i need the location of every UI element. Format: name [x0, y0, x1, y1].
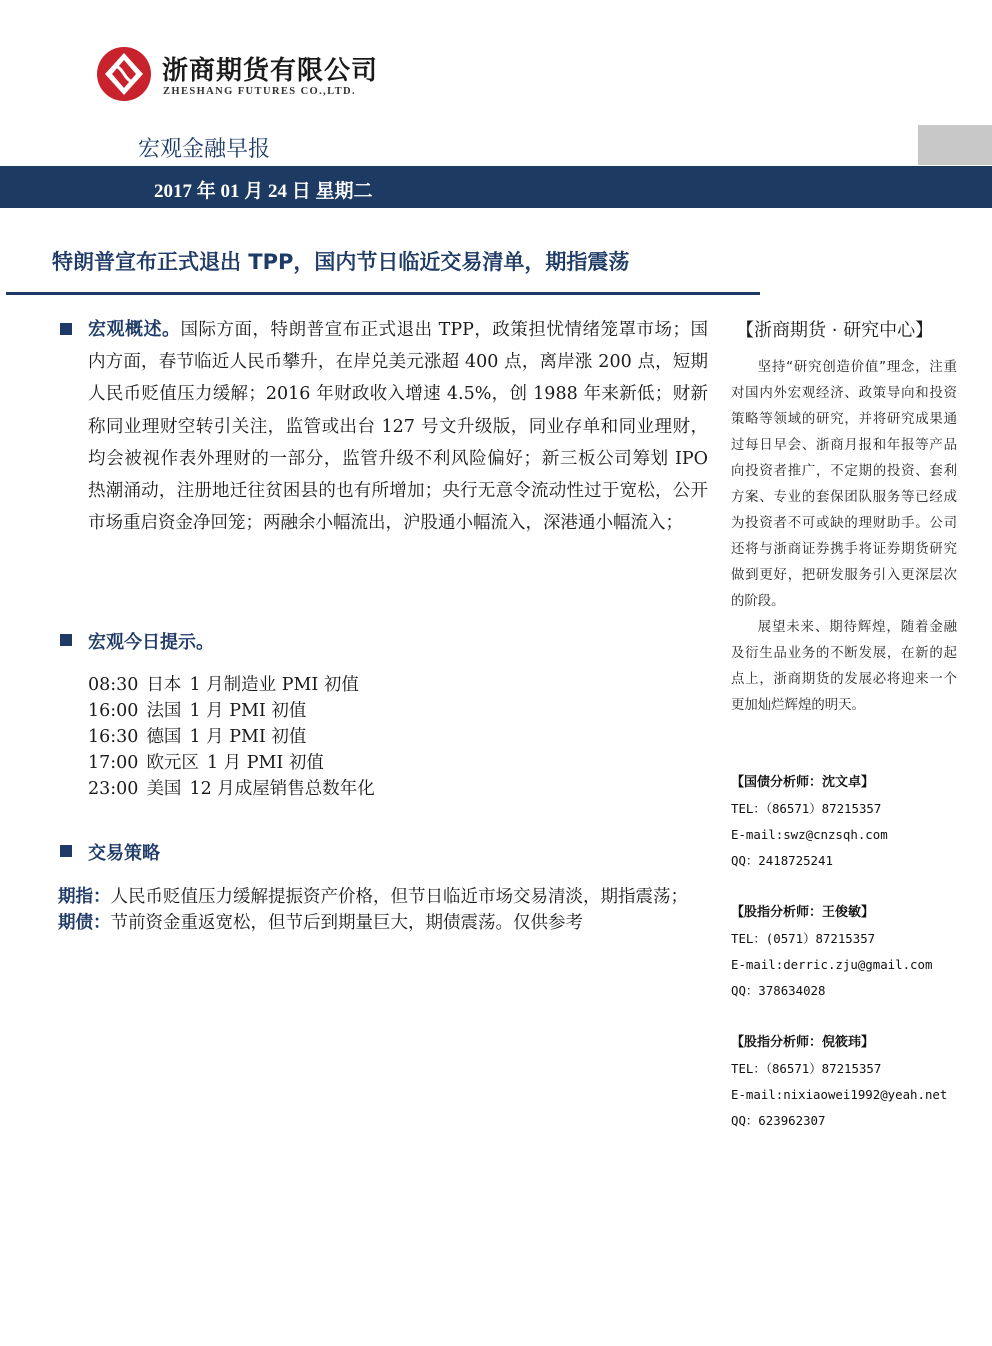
analyst-card: [731, 1030, 971, 1134]
today-title: 宏观今日提示。: [88, 632, 214, 653]
sidebar-intro-paragraph: 展望未来、期待辉煌，随着金融及衍生品业务的不断发展，在新的起点上，浙商期货的发展必将迎来一个更加灿烂辉煌的明天。: [731, 620, 957, 713]
sidebar-intro: [731, 355, 957, 719]
event-region: 日本: [146, 675, 182, 695]
analyst-qq: QQ：378634028: [731, 983, 826, 998]
analyst-tel: TEL：（86571）87215357: [731, 1061, 882, 1076]
strategy-item: [58, 910, 708, 936]
macro-overview-text: 国际方面，特朗普宣布正式退出 TPP，政策担忧情绪笼罩市场；国内方面，春节临近人民币攀升，在岸兑美元涨超 400 点，离岸涨 200 点，短期人民币贬值压力缓解；2016 年财政收入增速 4.5%，创 1988 年来新低；财新称同业理财空转引关注，监管或出台 127 号文升级版，同业存单和同业理财，均会被视作表外理财的一部分，监管升级不利风险偏好；新三板公司筹划 IPO 热潮涌动，注册地迁往贫困县的也有所增加；央行无意令流动性过于宽松，公开市场重启资金净回笼；两融余小幅流出，沪股通小幅流入，深港通小幅流入；: [88, 320, 708, 534]
event-region: 美国: [146, 779, 182, 799]
report-type: 宏观金融早报: [138, 137, 271, 162]
event-list: [88, 672, 383, 802]
section-bullet-icon: [60, 845, 72, 857]
event-region: 法国: [146, 701, 182, 721]
headline-divider: [6, 292, 760, 295]
event-region: 德国: [146, 727, 182, 747]
strategy-label: 期债：: [58, 913, 111, 933]
headline: 特朗普宣布正式退出 TPP，国内节日临近交易清单，期指震荡: [52, 250, 630, 274]
event-time: 16:00: [88, 701, 139, 721]
sidebar-intro-paragraph: 坚持“研究创造价值”理念，注重对国内外宏观经济、政策导向和投资策略等领域的研究，并将研究成果通过每日早会、浙商月报和年报等产品向投资者推广，不定期的投资、套利方案、专业的套保团队服务等已经成为投资者不可或缺的理财助手。公司还将与浙商证券携手将证券期货研究做到更好，把研发服务引入更深层次的阶段。: [731, 360, 957, 609]
section-bullet-icon: [60, 634, 72, 646]
macro-overview: [88, 314, 708, 539]
event-row: [88, 698, 383, 724]
analyst-qq: QQ：623962307: [731, 1113, 826, 1128]
event-row: [88, 776, 383, 802]
event-region: 欧元区: [146, 753, 199, 773]
event-item: 1 月 PMI 初值: [206, 753, 324, 773]
event-time: 23:00: [88, 779, 139, 799]
date-bar: [0, 166, 992, 208]
event-time: 16:30: [88, 727, 139, 747]
strategy-body: [58, 884, 708, 936]
event-row: [88, 750, 383, 776]
analyst-email: E-mail:nixiaowei1992@yeah.net: [731, 1087, 948, 1102]
strategy-title: 交易策略: [88, 843, 160, 864]
event-item: 1 月 PMI 初值: [189, 701, 307, 721]
event-item: 12 月成屋销售总数年化: [189, 779, 375, 799]
event-time: 08:30: [88, 675, 139, 695]
analyst-qq: QQ：2418725241: [731, 853, 833, 868]
analyst-tel: TEL：(0571）87215357: [731, 931, 876, 946]
event-row: [88, 724, 383, 750]
analyst-tel: TEL：（86571）87215357: [731, 801, 882, 816]
analyst-email: E-mail:derric.zju@gmail.com: [731, 957, 933, 972]
event-row: [88, 672, 383, 698]
company-name-cn: 浙商期货有限公司: [162, 56, 379, 86]
event-item: 1 月 PMI 初值: [189, 727, 307, 747]
analyst-title: 【国债分析师：沈文卓】: [731, 775, 875, 790]
strategy-text: 人民币贬值压力缓解提振资产价格，但节日临近市场交易清淡，期指震荡；: [110, 887, 688, 907]
event-time: 17:00: [88, 753, 139, 773]
analyst-title: 【股指分析师：王俊敏】: [731, 905, 875, 920]
macro-overview-title: 宏观概述。: [88, 319, 181, 340]
report-date: 2017 年 01 月 24 日 星期二: [154, 181, 373, 202]
company-name-en: ZHESHANG FUTURES CO.,LTD.: [163, 86, 357, 97]
analyst-title: 【股指分析师：倪筱玮】: [731, 1035, 875, 1050]
analyst-email: E-mail:swz@cnzsqh.com: [731, 827, 888, 842]
strategy-item: [58, 884, 708, 910]
event-item: 1 月制造业 PMI 初值: [189, 675, 359, 695]
section-bullet-icon: [60, 323, 72, 335]
sidebar-title: 【浙商期货 · 研究中心】: [736, 320, 934, 341]
strategy-text: 节前资金重返宽松，但节后到期量巨大，期债震荡。仅供参考: [110, 913, 583, 933]
header-accent-block: [918, 125, 992, 165]
analyst-card: [731, 900, 971, 1004]
company-logo: [96, 46, 152, 102]
strategy-label: 期指：: [58, 887, 111, 907]
analyst-card: [731, 770, 971, 874]
